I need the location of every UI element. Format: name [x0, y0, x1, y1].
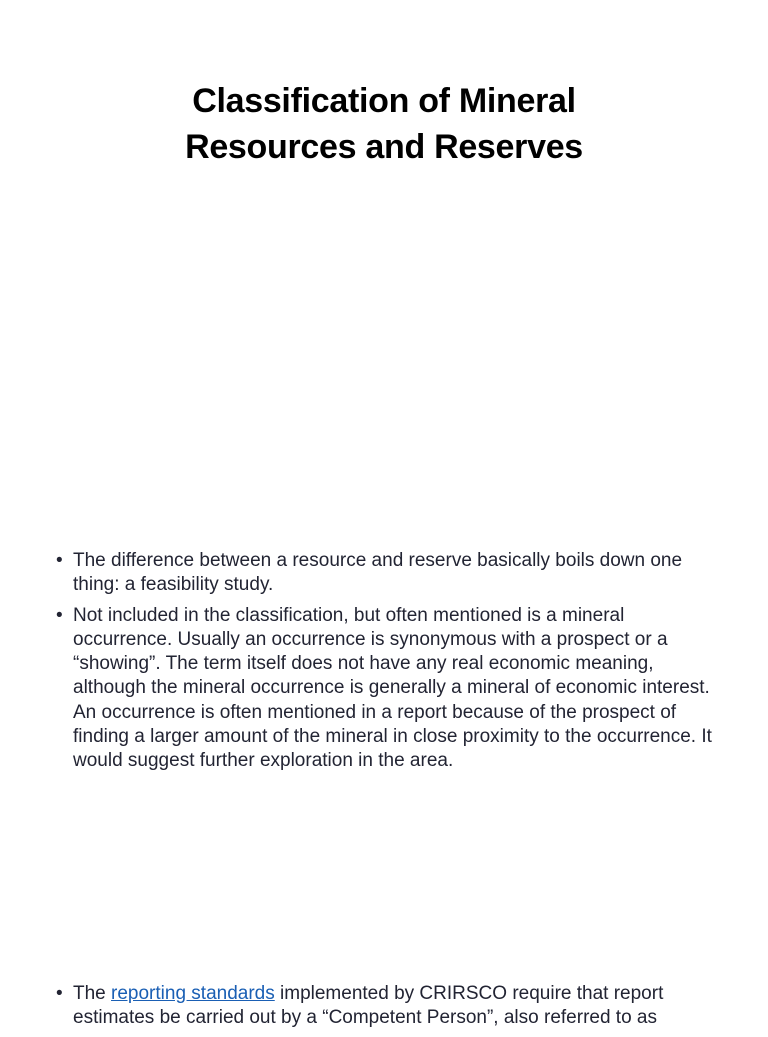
bullet-text: The difference between a resource and reserve basically boils down one thing: a feasibility study.: [73, 550, 683, 596]
bullet-text: Not included in the classification, but often mentioned is a mineral occurrence. Usually an occurrence is synonymous with a prospect or a “showing”. The term itself does not have any real economic meaning, although the mineral occurrence is generally a mineral of economic interest. An occurrence is often mentioned in a report because of the prospect of finding a larger amount of the mineral in close proximity to the occurrence. It would suggest further exploration in the area.: [73, 604, 712, 772]
bullet-item-occurrence: [56, 604, 716, 774]
bullet-icon: •: [56, 983, 63, 1004]
bullet-item-feasibility: [56, 549, 716, 598]
bullet-text-suffix: implemented by CRIRSCO require that report estimates be carried out by a “Competent Person”, also referred to as: [73, 983, 664, 1029]
slide-title-line-2: Resources and Reserves: [185, 128, 583, 166]
reporting-standards-link[interactable]: reporting standards: [111, 983, 275, 1004]
slide-title: [0, 78, 768, 170]
bullet-list-reporting: [56, 982, 716, 1037]
slide-title-line-1: Classification of Mineral: [192, 82, 576, 120]
bullet-item-reporting-standards: [56, 982, 716, 1031]
bullet-list: [56, 549, 716, 780]
bullet-icon: •: [56, 550, 63, 571]
bullet-text-prefix: The: [73, 983, 112, 1004]
bullet-icon: •: [56, 604, 63, 626]
